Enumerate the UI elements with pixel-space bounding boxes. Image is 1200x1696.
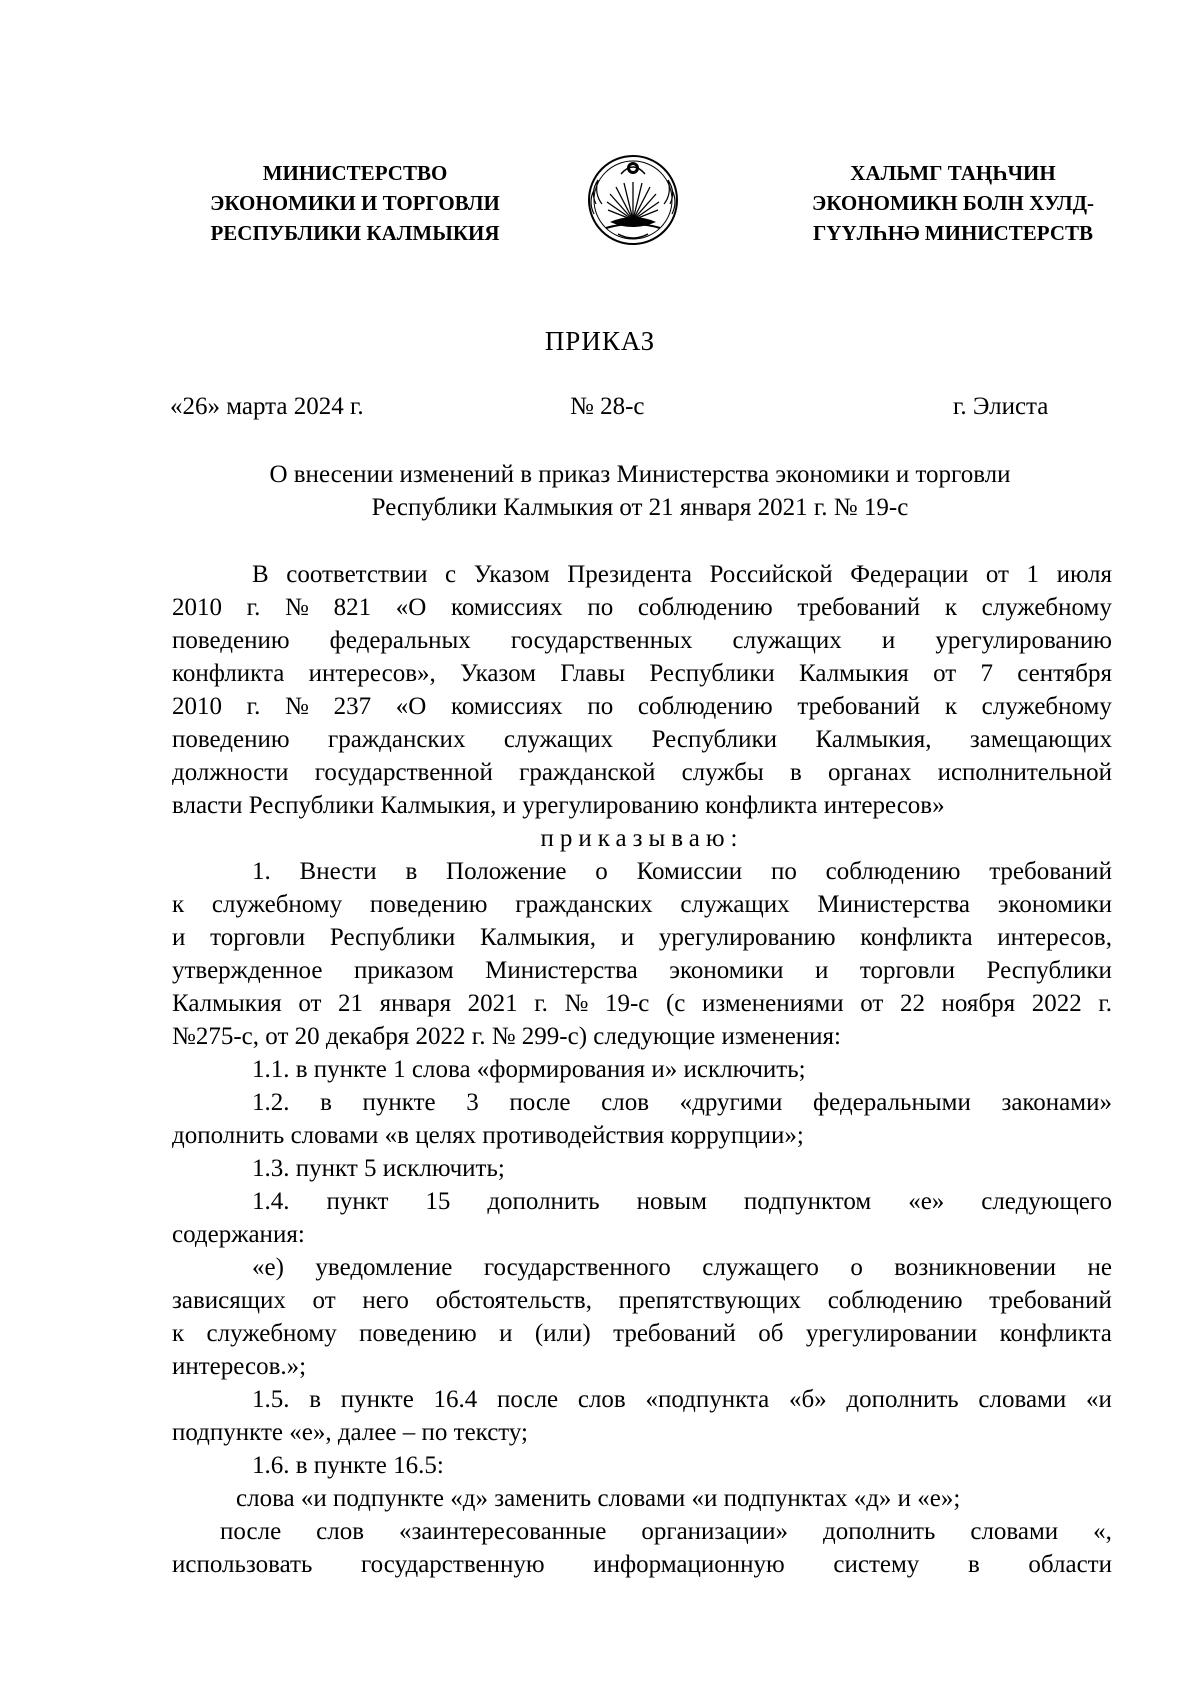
body-line: конфликта интересов», Указом Главы Республики Калмыкия от 7 сентября	[172, 660, 1112, 687]
body-line: содержания:	[172, 1221, 305, 1248]
document-title: ПРИКАЗ	[544, 326, 656, 356]
body-line: использовать государственную информационную систему в области	[172, 1551, 1112, 1578]
header-right-line: ЭКОНОМИКН БОЛН ХУЛД-	[811, 191, 1095, 215]
body-line: 1.4. пункт 15 дополнить новым подпунктом «е» следующего	[252, 1188, 1112, 1215]
body-line: 1.1. в пункте 1 слова «формирования и» исключить;	[252, 1056, 806, 1083]
body-line: 1. Внести в Положение о Комиссии по соблюдению требований	[252, 858, 1112, 885]
body-line: 1.3. пункт 5 исключить;	[252, 1155, 505, 1182]
order-subject	[170, 458, 1110, 524]
order-city: г. Элиста	[953, 393, 1049, 420]
order-number: № 28-с	[570, 393, 645, 420]
body-line: «е) уведомление государственного служащего о возникновении не	[252, 1254, 1112, 1281]
order-date: «26» марта 2024 г.	[170, 393, 364, 420]
body-line: 1.6. в пункте 16.5:	[252, 1452, 444, 1479]
ministry-header-russian	[180, 158, 530, 248]
body-line: Калмыкия от 21 января 2021 г. № 19-с (с изменениями от 22 ноября 2022 г.	[172, 990, 1112, 1017]
body-line: к служебному поведению гражданских служащих Министерства экономики	[172, 891, 1112, 918]
body-line: В соответствии с Указом Президента Российской Федерации от 1 июля	[252, 561, 1112, 588]
body-line: должности государственной гражданской службы в органах исполнительной	[172, 759, 1112, 786]
body-line: и торговли Республики Калмыкия, и урегулированию конфликта интересов,	[172, 924, 1112, 951]
emblem-of-kalmykia-icon	[580, 148, 686, 248]
body-line: после слов «заинтересованные организации» дополнить словами «,	[220, 1518, 1112, 1545]
ministry-header-kalmyk	[778, 158, 1128, 248]
body-line: власти Республики Калмыкия, и урегулированию конфликта интересов»	[172, 792, 945, 819]
body-line: 2010 г. № 821 «О комиссиях по соблюдению требований к служебному	[172, 594, 1112, 621]
body-line: утвержденное приказом Министерства экономики и торговли Республики	[172, 957, 1112, 984]
body-line: подпункте «е», далее – по тексту;	[172, 1419, 529, 1446]
body-line: дополнить словами «в целях противодействия коррупции»;	[172, 1122, 804, 1149]
header-left-line: ЭКОНОМИКИ И ТОРГОВЛИ	[210, 191, 500, 215]
body-line: слова «и подпункте «д» заменить словами «и подпунктах «д» и «е»;	[236, 1485, 961, 1512]
body-line: к служебному поведению и (или) требований об урегулировании конфликта	[172, 1320, 1112, 1347]
body-line: 2010 г. № 237 «О комиссиях по соблюдению требований к служебному	[172, 693, 1112, 720]
body-line: 1.5. в пункте 16.4 после слов «подпункта «б» дополнить словами «и	[252, 1386, 1112, 1413]
body-line: интересов.»;	[172, 1353, 307, 1380]
header-right-line: ХАЛЬМГ ТАҢҺЧИН	[850, 161, 1056, 185]
body-line: поведению федеральных государственных служащих и урегулированию	[172, 627, 1112, 654]
body-line: приказываю:	[540, 825, 744, 852]
header-left-line: РЕСПУБЛИКИ КАЛМЫКИЯ	[210, 221, 500, 245]
subject-line: Республики Калмыкия от 21 января 2021 г. № 19-с	[371, 494, 909, 521]
body-line: поведению гражданских служащих Республики Калмыкия, замещающих	[172, 726, 1112, 753]
body-line: №275-с, от 20 декабря 2022 г. № 299-с) следующие изменения:	[172, 1023, 842, 1050]
body-line: зависящих от него обстоятельств, препятствующих соблюдению требований	[172, 1287, 1112, 1314]
body-line: 1.2. в пункте 3 после слов «другими федеральными законами»	[252, 1089, 1112, 1116]
order-body	[172, 558, 1112, 1581]
header-left-line: МИНИСТЕРСТВО	[262, 161, 448, 185]
subject-line: О внесении изменений в приказ Министерства экономики и торговли	[269, 461, 1011, 488]
header-right-line: ГҮҮЛҺНӘ МИНИСТЕРСТВ	[812, 221, 1094, 245]
